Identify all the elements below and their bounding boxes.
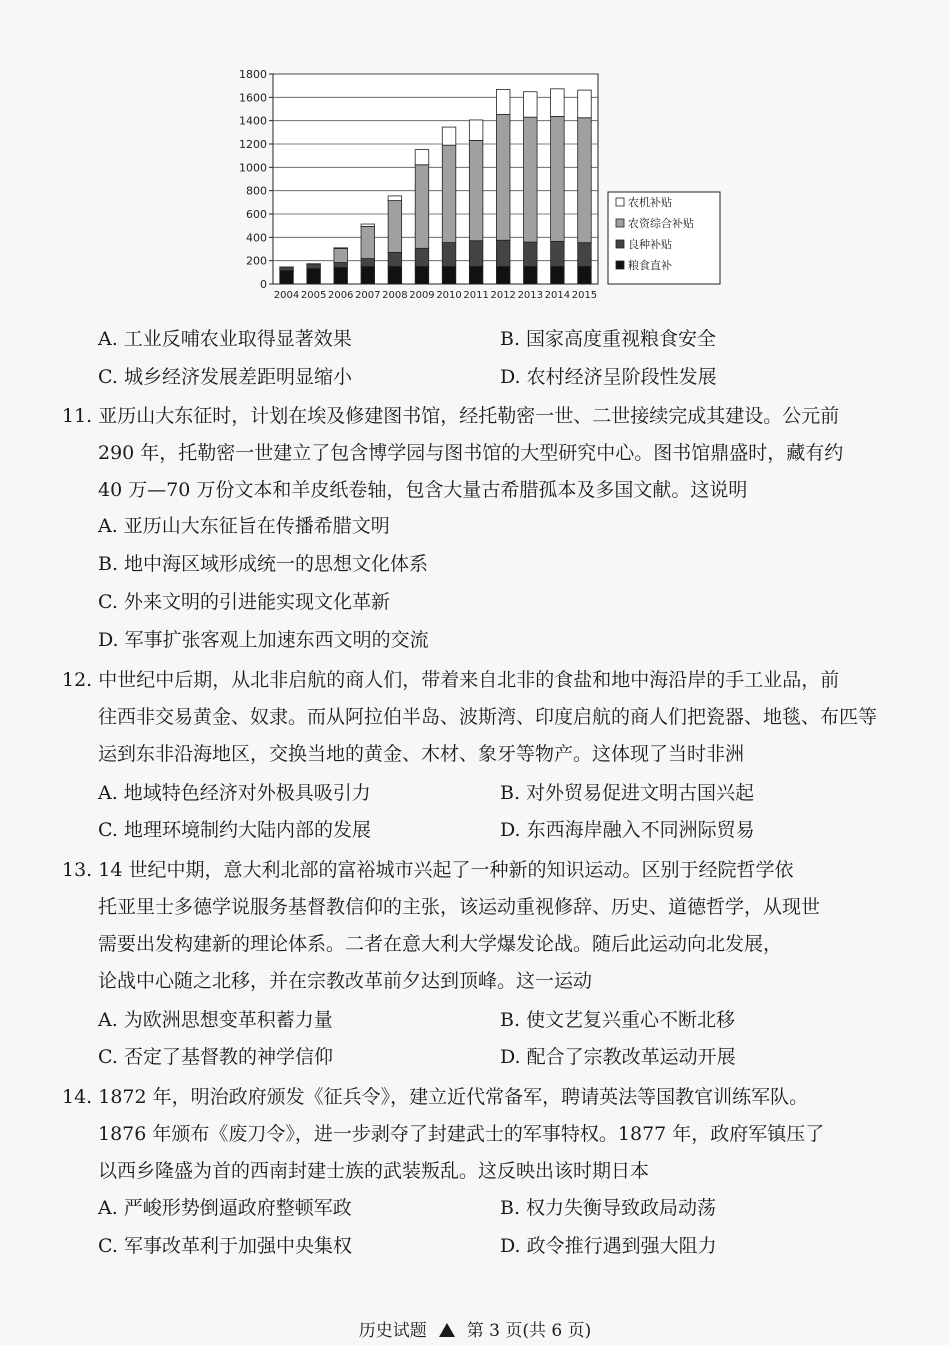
bar-segment [524,242,538,266]
q10-option-d: D. 农村经济呈阶段性发展 [500,366,717,388]
q12-options-row-2 [98,817,898,843]
bar-segment [442,266,456,284]
q10-options-row-1 [98,326,898,352]
x-tick-label: 2011 [463,290,489,301]
y-tick-label: 1400 [239,114,267,128]
y-tick-label: 400 [246,231,267,245]
bar-segment [280,270,294,284]
y-tick-label: 200 [246,254,267,268]
q14-option-a: A. 严峻形势倒逼政府整顿军政 [98,1197,352,1219]
bar-segment [442,145,456,242]
q10-options-row-2 [98,364,898,390]
bar-segment [469,120,483,140]
question-12-stem [62,662,890,773]
bar-segment [415,248,429,266]
legend-label: 良种补贴 [628,238,672,251]
question-14-stem [62,1079,890,1190]
q12-line-1: 12. 中世纪中后期，从北非启航的商人们，带着来自北非的食盐和地中海沿岸的手工业品，前 [62,669,840,691]
bar-segment [415,150,429,165]
bar-segment [578,266,592,284]
bar-segment [469,140,483,240]
bar-segment [551,241,565,266]
y-tick-label: 1600 [239,91,267,105]
bar-segment [551,89,565,117]
q14-option-b: B. 权力失衡导致政局动荡 [500,1197,717,1219]
x-tick-label: 2010 [436,290,462,301]
q13-line-4: 论战中心随之北移，并在宗教改革前夕达到顶峰。这一运动 [98,970,593,992]
bar-segment [361,226,375,258]
q13-options-row-1 [98,1007,898,1033]
q14-line-3: 以西乡隆盛为首的西南封建士族的武装叛乱。这反映出该时期日本 [98,1160,650,1182]
bar-segment [578,90,592,118]
bar-segment [442,243,456,267]
q12-line-2: 往西非交易黄金、奴隶。而从阿拉伯半岛、波斯湾、印度启航的商人们把瓷器、地毯、布匹等 [98,706,878,728]
legend-swatch [616,198,624,206]
q12-option-b: B. 对外贸易促进文明古国兴起 [500,782,755,804]
y-tick-label: 0 [260,278,267,291]
bar-segment [551,266,565,284]
q14-option-c: C. 军事改革利于加强中央集权 [98,1235,352,1257]
bar-segment [442,127,456,145]
x-tick-label: 2015 [571,290,598,301]
bar-segment [524,92,538,117]
y-tick-label: 1000 [239,161,267,175]
subsidy-stacked-bar-chart [228,62,728,312]
plot-area [273,74,598,284]
bar-segment [307,264,321,269]
bar-segment [361,224,375,226]
y-tick-label: 600 [246,208,267,221]
q11-line-1: 11. 亚历山大东征时，计划在埃及修建图书馆，经托勒密一世、二世接续完成其建设。公元前 [62,405,840,427]
q13-line-1: 13. 14 世纪中期，意大利北部的富裕城市兴起了一种新的知识运动。区别于经院哲学依 [62,859,794,881]
x-tick-label: 2012 [490,290,516,301]
bar-segment [578,243,592,267]
q13-option-d: D. 配合了宗教改革运动开展 [500,1046,736,1068]
bar-segment [469,241,483,267]
x-tick-label: 2009 [409,290,435,301]
x-tick-label: 2014 [544,290,571,301]
q12-option-d: D. 东西海岸融入不同洲际贸易 [500,819,755,841]
x-tick-label: 2013 [517,290,544,301]
bar-segment [307,269,321,284]
bar-segment [388,266,402,284]
q12-option-c: C. 地理环境制约大陆内部的发展 [98,819,371,841]
triangle-icon [439,1323,455,1337]
y-tick-label: 800 [246,184,267,198]
bar-segment [361,259,375,267]
q10-option-c: C. 城乡经济发展差距明显缩小 [98,366,352,388]
page-footer [0,1316,950,1341]
q14-options-row-1 [98,1195,898,1221]
footer-subject: 历史试题 [358,1321,427,1341]
q13-options-row-2 [98,1044,898,1070]
q14-option-d: D. 政令推行遇到强大阻力 [500,1235,717,1257]
x-tick-label: 2008 [382,290,408,301]
q11-option-d: D. 军事扩张客观上加速东西文明的交流 [98,629,429,651]
y-tick-label: 1800 [239,68,267,81]
bar-segment [578,118,592,243]
legend-swatch [616,240,624,248]
bar-segment [334,263,348,268]
q12-option-a: A. 地域特色经济对外极具吸引力 [98,782,371,804]
q11-option-c: C. 外来文明的引进能实现文化革新 [98,591,390,613]
bar-segment [388,196,402,201]
x-tick-label: 2005 [300,290,327,301]
footer-page-number: 第 3 页(共 6 页) [466,1321,592,1341]
bar-segment [496,114,510,240]
bar-segment [280,267,294,270]
x-tick-label: 2006 [327,290,354,301]
q10-option-a: A. 工业反哺农业取得显著效果 [98,328,352,350]
x-tick-label: 2004 [273,290,300,301]
q11-line-2: 290 年，托勒密一世建立了包含博学园与图书馆的大型研究中心。图书馆鼎盛时，藏有约 [98,442,844,464]
bar-segment [388,252,402,266]
q12-line-3: 运到东非沿海地区，交换当地的黄金、木材、象牙等物产。这体现了当时非洲 [98,743,745,765]
q11-option-a: A. 亚历山大东征旨在传播希腊文明 [98,515,390,537]
bar-segment [361,266,375,284]
legend-label: 农机补贴 [628,196,672,209]
q14-line-2: 1876 年颁布《废刀令》，进一步剥夺了封建武士的军事特权。1877 年，政府军镇压了 [98,1123,825,1145]
y-tick-label: 1200 [239,138,267,151]
legend-label: 农资综合补贴 [628,217,694,230]
q13-line-2: 托亚里士多德学说服务基督教信仰的主张，该运动重视修辞、历史、道德哲学，从现世 [98,896,821,918]
x-tick-label: 2007 [355,290,381,301]
bar-segment [524,117,538,242]
q13-line-3: 需要出发构建新的理论体系。二者在意大利大学爆发论战。随后此运动向北发展， [98,933,783,955]
q13-option-a: A. 为欧洲思想变革积蓄力量 [98,1009,333,1031]
q14-options-row-2 [98,1233,898,1259]
q14-line-1: 14. 1872 年，明治政府颁发《征兵令》，建立近代常备军，聘请英法等国教官训练军队。 [62,1086,809,1108]
bar-segment [496,89,510,114]
q11-line-3: 40 万—70 万份文本和羊皮纸卷轴，包含大量古希腊孤本及多国文献。这说明 [98,479,748,501]
q13-option-c: C. 否定了基督教的神学信仰 [98,1046,333,1068]
bar-segment [496,266,510,284]
bar-segment [415,165,429,249]
bar-segment [415,266,429,284]
q13-option-b: B. 使文艺复兴重心不断北移 [500,1009,736,1031]
q12-options-row-1 [98,780,898,806]
bar-segment [334,267,348,284]
question-11-stem [62,398,890,509]
legend-swatch [616,261,624,269]
bar-segment [334,249,348,263]
bar-segment [524,266,538,284]
bar-segment [469,266,483,284]
q11-option-b: B. 地中海区域形成统一的思想文化体系 [98,553,429,575]
legend-label: 粮食直补 [628,259,672,272]
bar-segment [334,248,348,249]
legend-swatch [616,219,624,227]
question-13-stem [62,852,890,1000]
bar-segment [551,116,565,241]
q10-option-b: B. 国家高度重视粮食安全 [500,328,717,350]
bar-segment [496,240,510,266]
bar-segment [388,201,402,253]
